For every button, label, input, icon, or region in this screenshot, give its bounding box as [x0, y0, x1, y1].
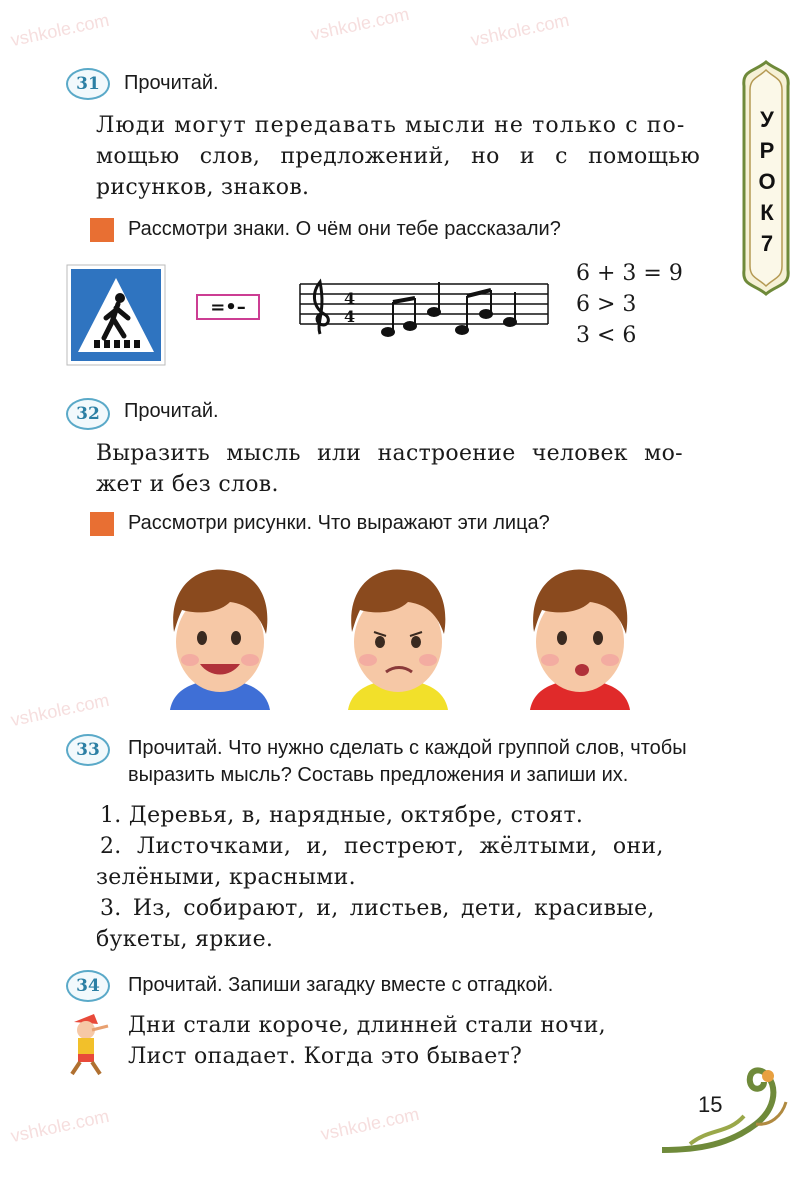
text-line: рисунков, знаков. — [96, 175, 310, 200]
text-line: Люди могут передавать мысли не только с по- — [96, 113, 686, 138]
morse-symbol-text: =•– — [210, 296, 246, 318]
morse-symbol — [196, 294, 260, 320]
surprised-boy-face-icon — [530, 570, 630, 710]
task-number-badge: 32 — [66, 398, 110, 430]
lesson-tab-letter: Р — [759, 138, 775, 163]
watermark-text: vshkole.com — [8, 689, 111, 731]
item-line: букеты, яркие. — [96, 927, 274, 952]
item-line: 2. Листочками, и, пестреют, жёлтыми, они, — [100, 834, 664, 859]
task-instruction: Прочитай. Запиши загадку вместе с отгадкой. — [128, 974, 554, 996]
ornament-icon — [660, 1054, 790, 1154]
lesson-tab-letter: У — [760, 107, 774, 132]
sad-boy-face-icon — [348, 570, 448, 710]
lesson-tab-letter: К — [760, 200, 774, 225]
text-line: мощью слов, предложений, но и с помощью — [96, 144, 701, 169]
happy-boy-face-icon — [170, 570, 270, 710]
page-number: 15 — [698, 1092, 723, 1117]
task-instruction: Прочитай. — [124, 400, 219, 422]
orange-square-icon — [90, 512, 114, 536]
orange-square-icon — [90, 218, 114, 242]
task-text — [96, 110, 730, 203]
svg-text:4: 4 — [344, 289, 356, 308]
music-staff-icon — [298, 272, 550, 342]
math-line: 6 + 3 = 9 — [576, 261, 683, 286]
watermark-text: vshkole.com — [8, 9, 111, 51]
lesson-tab — [738, 60, 794, 296]
sub-instruction: Рассмотри знаки. О чём они тебе рассказали? — [128, 218, 561, 240]
lesson-tab-letter: О — [758, 169, 776, 194]
text-line: жет и без слов. — [96, 472, 279, 497]
pedestrian-crossing-sign-icon — [66, 264, 166, 366]
task-text — [96, 438, 730, 500]
watermark-text: vshkole.com — [8, 1105, 111, 1147]
task-items — [96, 800, 730, 955]
item-line: зелёными, красными. — [96, 865, 356, 890]
instruction-line: выразить мысль? Составь предложения и запиши их. — [128, 764, 629, 786]
task-number-badge: 33 — [66, 734, 110, 766]
text-line: Выразить мысль или настроение человек мо- — [96, 441, 683, 466]
instruction-line: Прочитай. Что нужно сделать с каждой группой слов, чтобы — [128, 737, 687, 759]
math-line: 3 < 6 — [576, 323, 637, 348]
watermark-text: vshkole.com — [468, 9, 571, 51]
item-line: 3. Из, собирают, и, листьев, дети, красивые, — [100, 896, 655, 921]
task-number-badge: 31 — [66, 68, 110, 100]
lesson-tab-letter: 7 — [760, 231, 774, 256]
pinocchio-icon — [64, 1012, 112, 1078]
riddle-text — [128, 1010, 728, 1072]
math-examples — [576, 258, 683, 351]
watermark-text: vshkole.com — [318, 1103, 421, 1145]
task-instruction — [128, 735, 687, 789]
riddle-line: Лист опадает. Когда это бывает? — [128, 1044, 523, 1069]
math-line: 6 > 3 — [576, 292, 637, 317]
faces-illustration — [130, 560, 670, 710]
svg-text:4: 4 — [344, 307, 356, 326]
task-number-badge: 34 — [66, 970, 110, 1002]
lesson-tab-letters — [754, 104, 780, 259]
task-instruction: Прочитай. — [124, 72, 219, 94]
watermark-text: vshkole.com — [308, 3, 411, 45]
sub-instruction: Рассмотри рисунки. Что выражают эти лица? — [128, 512, 550, 534]
item-line: 1. Деревья, в, нарядные, октябре, стоят. — [100, 803, 584, 828]
riddle-line: Дни стали короче, длинней стали ночи, — [128, 1013, 606, 1038]
